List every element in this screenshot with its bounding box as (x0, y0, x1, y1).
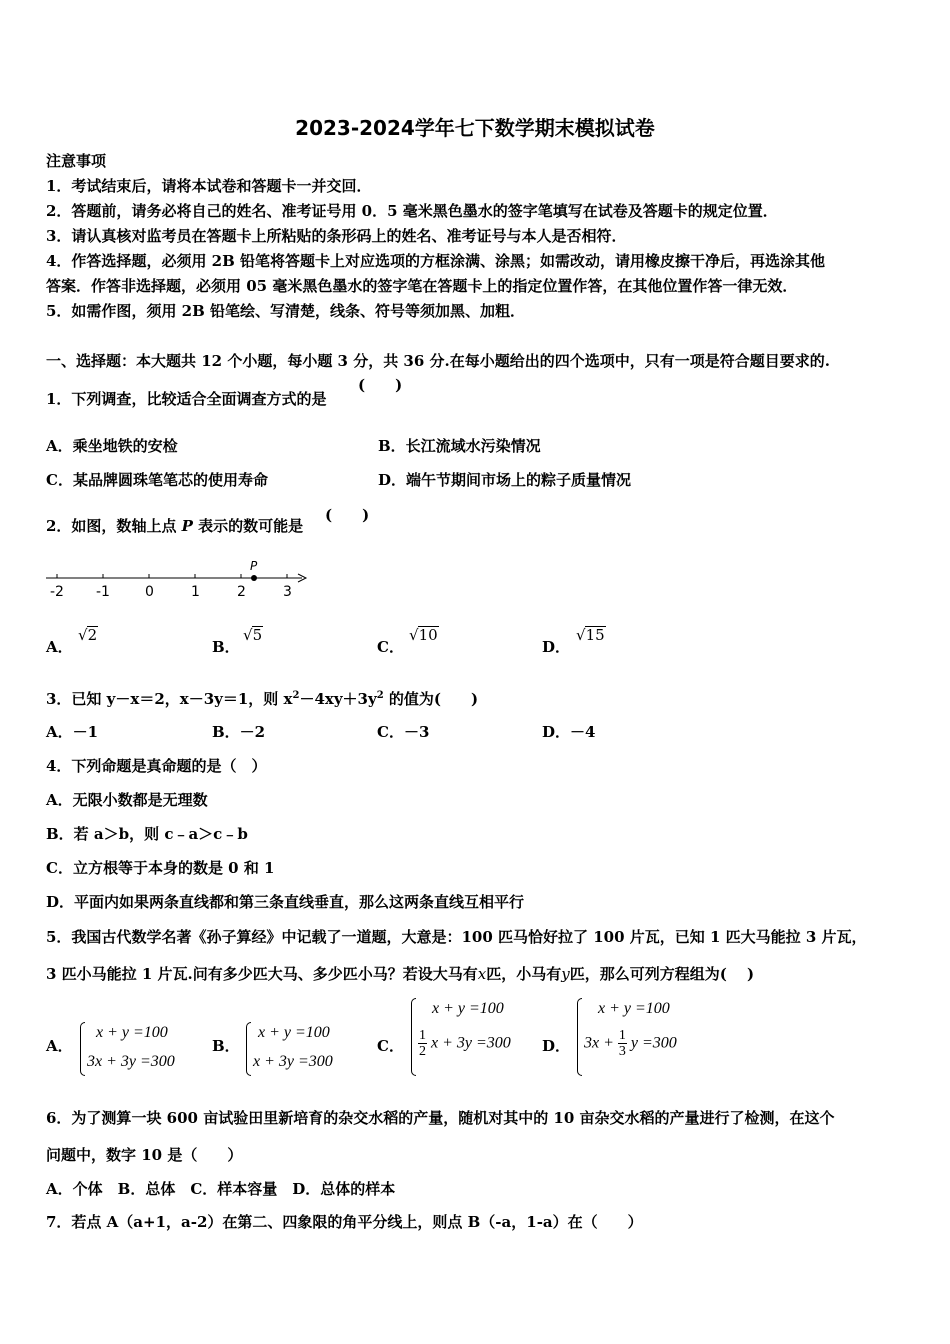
point-p-label: P (250, 559, 258, 573)
q3-sup-1: 2 (292, 690, 300, 701)
q2-option-b: B． (212, 638, 240, 656)
q3-option-a: A．－1 (46, 723, 99, 741)
q5-var-x: x (477, 965, 487, 983)
q3-stem-mid: －4xy＋3y (299, 690, 377, 708)
q1-option-b: B．长江流域水污染情况 (378, 437, 541, 455)
q6-line-2: 问题中，数字 10 是（ ） (46, 1146, 243, 1164)
q5-option-c-eq2-rest: x + 3y =300 (431, 1034, 511, 1052)
q2-option-c-sqrt: √10 (409, 626, 438, 644)
q2-option-d-radicand: 15 (585, 626, 605, 644)
q3-option-b: B．－2 (212, 723, 266, 741)
q5-option-d-eq2-rest: y =300 (630, 1034, 677, 1052)
q5-option-d-eq1: x + y =100 (598, 1000, 670, 1017)
tick-label-3: 3 (283, 584, 292, 600)
q5-option-c: C． (377, 1037, 404, 1055)
q2-option-c: C． (377, 638, 404, 656)
q5-option-a-brace (80, 1022, 85, 1076)
q4-option-d: D．平面内如果两条直线都和第三条直线垂直，那么这两条直线互相平行 (46, 893, 525, 911)
notice-item-3: 3．请认真核对监考员在答题卡上所粘贴的条形码上的姓名、准考证号与本人是否相符． (46, 227, 627, 245)
q2-option-b-radicand: 5 (252, 626, 263, 644)
q3-option-d: D．－4 (542, 723, 596, 741)
number-line-figure (40, 558, 320, 602)
q5-line-2-pre: 3 匹小马能拉 1 片瓦.问有多少匹大马、多少匹小马？若设大马有 (46, 965, 478, 983)
q5-option-a-eq1: x + y =100 (96, 1024, 168, 1041)
q5-option-a-eq2: 3x + 3y =300 (87, 1053, 175, 1070)
q5-option-d-frac-num: 1 (618, 1028, 626, 1043)
q1-option-d: D．端午节期间市场上的粽子质量情况 (378, 471, 632, 489)
tick-label-2: 2 (237, 584, 246, 600)
q2-option-d-sqrt: √15 (576, 626, 605, 644)
q5-option-b-eq1: x + y =100 (258, 1024, 330, 1041)
q3-stem (46, 686, 478, 709)
q2-stem (46, 516, 303, 536)
notice-item-1: 1．考试结束后，请将本试卷和答题卡一并交回． (46, 177, 372, 195)
point-p-dot (251, 575, 257, 581)
q5-option-b-eq2: x + 3y =300 (253, 1053, 333, 1070)
q5-line-2-mid: 匹，小马有 (486, 965, 562, 983)
q2-option-d: D． (542, 638, 571, 656)
q5-option-c-brace (411, 998, 416, 1076)
q1-stem: 1．下列调查，比较适合全面调查方式的是 (46, 390, 327, 408)
q1-option-c: C．某品牌圆珠笔笔芯的使用寿命 (46, 471, 268, 489)
tick-label-neg1: -1 (96, 584, 110, 600)
q2-option-a-sqrt: √2 (78, 626, 98, 644)
q2-stem-pre: 2．如图，数轴上点 (46, 517, 182, 535)
q2-option-a-radicand: 2 (87, 626, 98, 644)
q4-option-a: A．无限小数都是无理数 (46, 791, 208, 809)
q5-option-d-frac-den: 3 (618, 1044, 626, 1059)
q3-option-c: C．－3 (377, 723, 430, 741)
q2-paren: ( ) (325, 506, 370, 524)
q5-option-d: D． (542, 1037, 571, 1055)
q5-option-d-brace (577, 998, 582, 1076)
tick-label-0: 0 (145, 584, 154, 600)
notice-item-5: 5．如需作图，须用 2B 铅笔绘、写清楚，线条、符号等须加黑、加粗． (46, 302, 525, 320)
notice-item-4: 4．作答选择题，必须用 2B 铅笔将答题卡上对应选项的方框涂满、涂黑；如需改动，请用橡皮擦干净后，再选涂其他 (46, 252, 826, 270)
q5-line-1: 5．我国古代数学名著《孙子算经》中记载了一道题，大意是：100 匹马恰好拉了 100 片瓦，已知 1 匹大马能拉 3 片瓦， (46, 928, 867, 946)
q5-option-c-eq1: x + y =100 (432, 1000, 504, 1017)
q5-option-b: B． (212, 1037, 240, 1055)
q6-options: A．个体 B．总体 C．样本容量 D．总体的样本 (46, 1180, 396, 1198)
q5-option-c-frac-num: 1 (419, 1028, 426, 1043)
q5-option-c-eq2 (418, 1028, 511, 1059)
q2-option-a: A． (46, 638, 73, 656)
q5-option-d-eq2 (584, 1028, 677, 1059)
q5-option-d-fraction (618, 1028, 627, 1059)
q3-stem-post: 的值为( ) (383, 690, 479, 708)
q5-var-y: y (561, 965, 570, 983)
q3-sup-2: 2 (376, 690, 384, 701)
q2-option-c-radicand: 10 (418, 626, 438, 644)
q5-option-d-eq2-pre: 3x + (584, 1034, 614, 1052)
page-title: 2023-2024学年七下数学期末模拟试卷 (295, 116, 655, 140)
q3-stem-pre: 3．已知 y－x＝2，x－3y＝1，则 x (46, 690, 293, 708)
q2-point-var: P (181, 517, 193, 535)
tick-label-1: 1 (191, 584, 200, 600)
q5-line-2 (46, 964, 754, 984)
q2-option-b-sqrt: √5 (243, 626, 263, 644)
notice-heading: 注意事项 (46, 152, 107, 170)
notice-item-4-cont: 答案．作答非选择题，必须用 05 毫米黑色墨水的签字笔在答题卡上的指定位置作答，在其他位置作答一律无效． (46, 277, 798, 295)
q5-line-2-post: 匹，那么可列方程组为( ) (569, 965, 755, 983)
q5-option-b-brace (246, 1022, 251, 1076)
q4-stem: 4．下列命题是真命题的是（ ） (46, 757, 267, 775)
q7-stem: 7．若点 A（a+1，a-2）在第二、四象限的角平分线上，则点 B（-a，1-a）在（ ） (46, 1213, 643, 1231)
q4-option-c: C．立方根等于本身的数是 0 和 1 (46, 859, 275, 877)
q1-paren: ( ) (358, 376, 403, 394)
q5-option-c-frac-den: 2 (419, 1044, 426, 1059)
section-heading: 一、选择题：本大题共 12 个小题，每小题 3 分，共 36 分.在每小题给出的四个选项中，只有一项是符合题目要求的. (46, 352, 830, 370)
q1-option-a: A．乘坐地铁的安检 (46, 437, 178, 455)
tick-label-neg2: -2 (50, 584, 64, 600)
q5-option-c-fraction (418, 1028, 427, 1059)
q6-line-1: 6．为了测算一块 600 亩试验田里新培育的杂交水稻的产量，随机对其中的 10 亩杂交水稻的产量进行了检测，在这个 (46, 1109, 835, 1127)
q2-stem-post: 表示的数可能是 (192, 517, 304, 535)
q5-option-a: A． (46, 1037, 73, 1055)
notice-item-2: 2．答题前，请务必将自己的姓名、准考证号用 0．5 毫米黑色墨水的签字笔填写在试卷及答题卡的规定位置． (46, 202, 778, 220)
q4-option-b: B．若 a＞b，则 c﹣a＞c﹣b (46, 825, 248, 843)
